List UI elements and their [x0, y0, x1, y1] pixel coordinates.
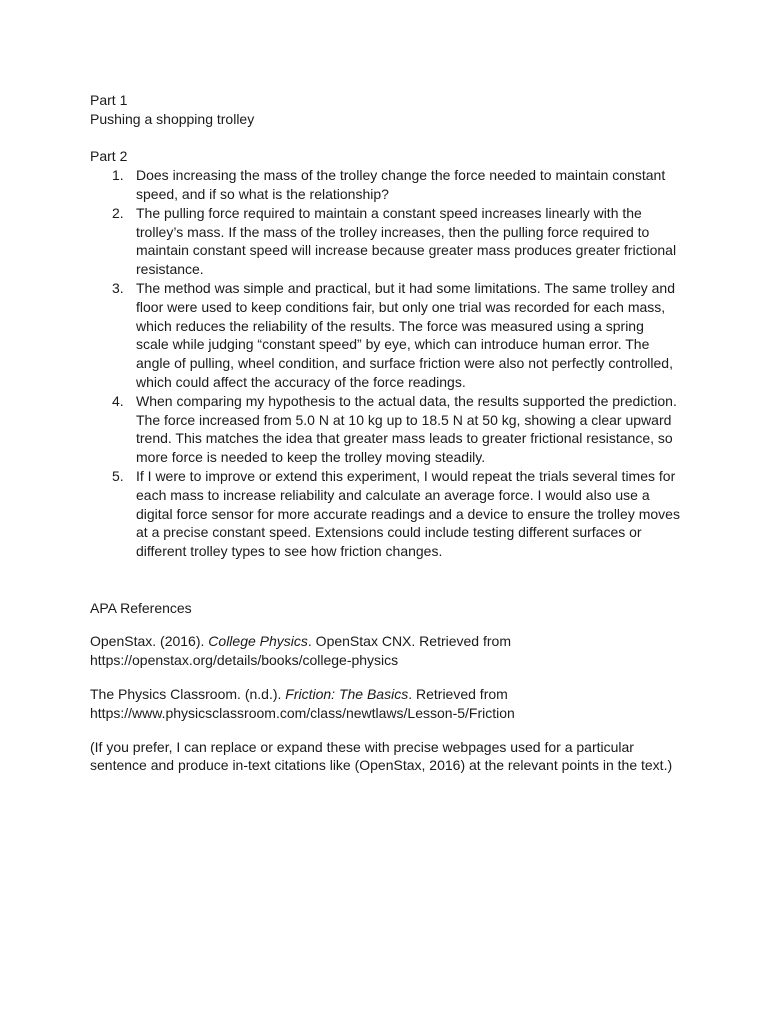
- reference-url: https://www.physicsclassroom.com/class/newtlaws/Lesson-5/Friction: [90, 704, 515, 721]
- part2-heading: Part 2: [90, 148, 128, 165]
- spacer: [90, 580, 680, 599]
- list-item-text: If I were to improve or extend this experiment, I would repeat the trials several times for each mass to increase reliability and calculate an average force. I would also use a digital force sensor for more accurate readings and a device to ensure the trolley moves at a precise constant speed. Extensions could include testing different surfaces or different trolley types to see how friction changes.: [136, 467, 680, 560]
- list-item: [90, 166, 680, 204]
- list-item-number: 4.: [112, 392, 124, 409]
- list-item: [90, 204, 680, 279]
- list-item: [90, 392, 680, 467]
- document-page: [90, 91, 680, 775]
- spacer: [90, 670, 680, 685]
- list-item: [90, 279, 680, 392]
- references-note: (If you prefer, I can replace or expand these with precise webpages used for a particular sentence and produce in-text citations like (OpenStax, 2016) at the relevant points in the text.): [90, 738, 673, 774]
- spacer: [90, 561, 680, 580]
- spacer: [90, 617, 680, 632]
- reference-entry: [90, 685, 680, 723]
- list-item-number: 1.: [112, 167, 124, 184]
- list-item-number: 5.: [112, 467, 124, 484]
- spacer: [90, 723, 680, 738]
- part1-heading: Part 1: [90, 92, 128, 108]
- reference-title: College Physics: [208, 633, 308, 650]
- reference-prefix: OpenStax. (2016).: [90, 633, 209, 650]
- part1-text: Pushing a shopping trolley: [90, 110, 255, 127]
- reference-title: Friction: The Basics: [285, 685, 409, 702]
- list-item-number: 2.: [112, 204, 124, 221]
- list-item-text: The pulling force required to maintain a constant speed increases linearly with the trolley’s mass. If the mass of the trolley increases, then the pulling force required to maintain constant speed will increase because greater mass produces greater frictional resistance.: [136, 204, 677, 278]
- list-item-text: The method was simple and practical, but it had some limitations. The same trolley and floor were used to keep conditions fair, but only one trial was recorded for each mass, which reduces the reliability of the results. The force was measured using a spring scale while judging “constant speed” by eye, which can introduce human error. The angle of pulling, wheel condition, and surface friction were also not perfectly controlled, which could affect the accuracy of the force readings.: [136, 279, 675, 390]
- reference-suffix: . Retrieved from: [408, 685, 508, 702]
- reference-suffix: . OpenStax CNX. Retrieved from: [307, 633, 511, 650]
- reference-entry: [90, 632, 680, 670]
- reference-url: https://openstax.org/details/books/college-physics: [90, 652, 399, 669]
- list-item: [90, 467, 680, 561]
- references-heading: APA References: [90, 599, 192, 616]
- list-item-text: When comparing my hypothesis to the actual data, the results supported the prediction. The force increased from 5.0 N at 10 kg up to 18.5 N at 50 kg, showing a clear upward trend. This matches the idea that greater mass leads to greater frictional resistance, so more force is needed to keep the trolley moving steadily.: [136, 392, 677, 466]
- part2-list: [90, 166, 680, 561]
- reference-prefix: The Physics Classroom. (n.d.).: [90, 685, 286, 702]
- spacer: [90, 129, 680, 148]
- list-item-text: Does increasing the mass of the trolley change the force needed to maintain constant speed, and if so what is the relationship?: [136, 167, 666, 202]
- list-item-number: 3.: [112, 279, 124, 296]
